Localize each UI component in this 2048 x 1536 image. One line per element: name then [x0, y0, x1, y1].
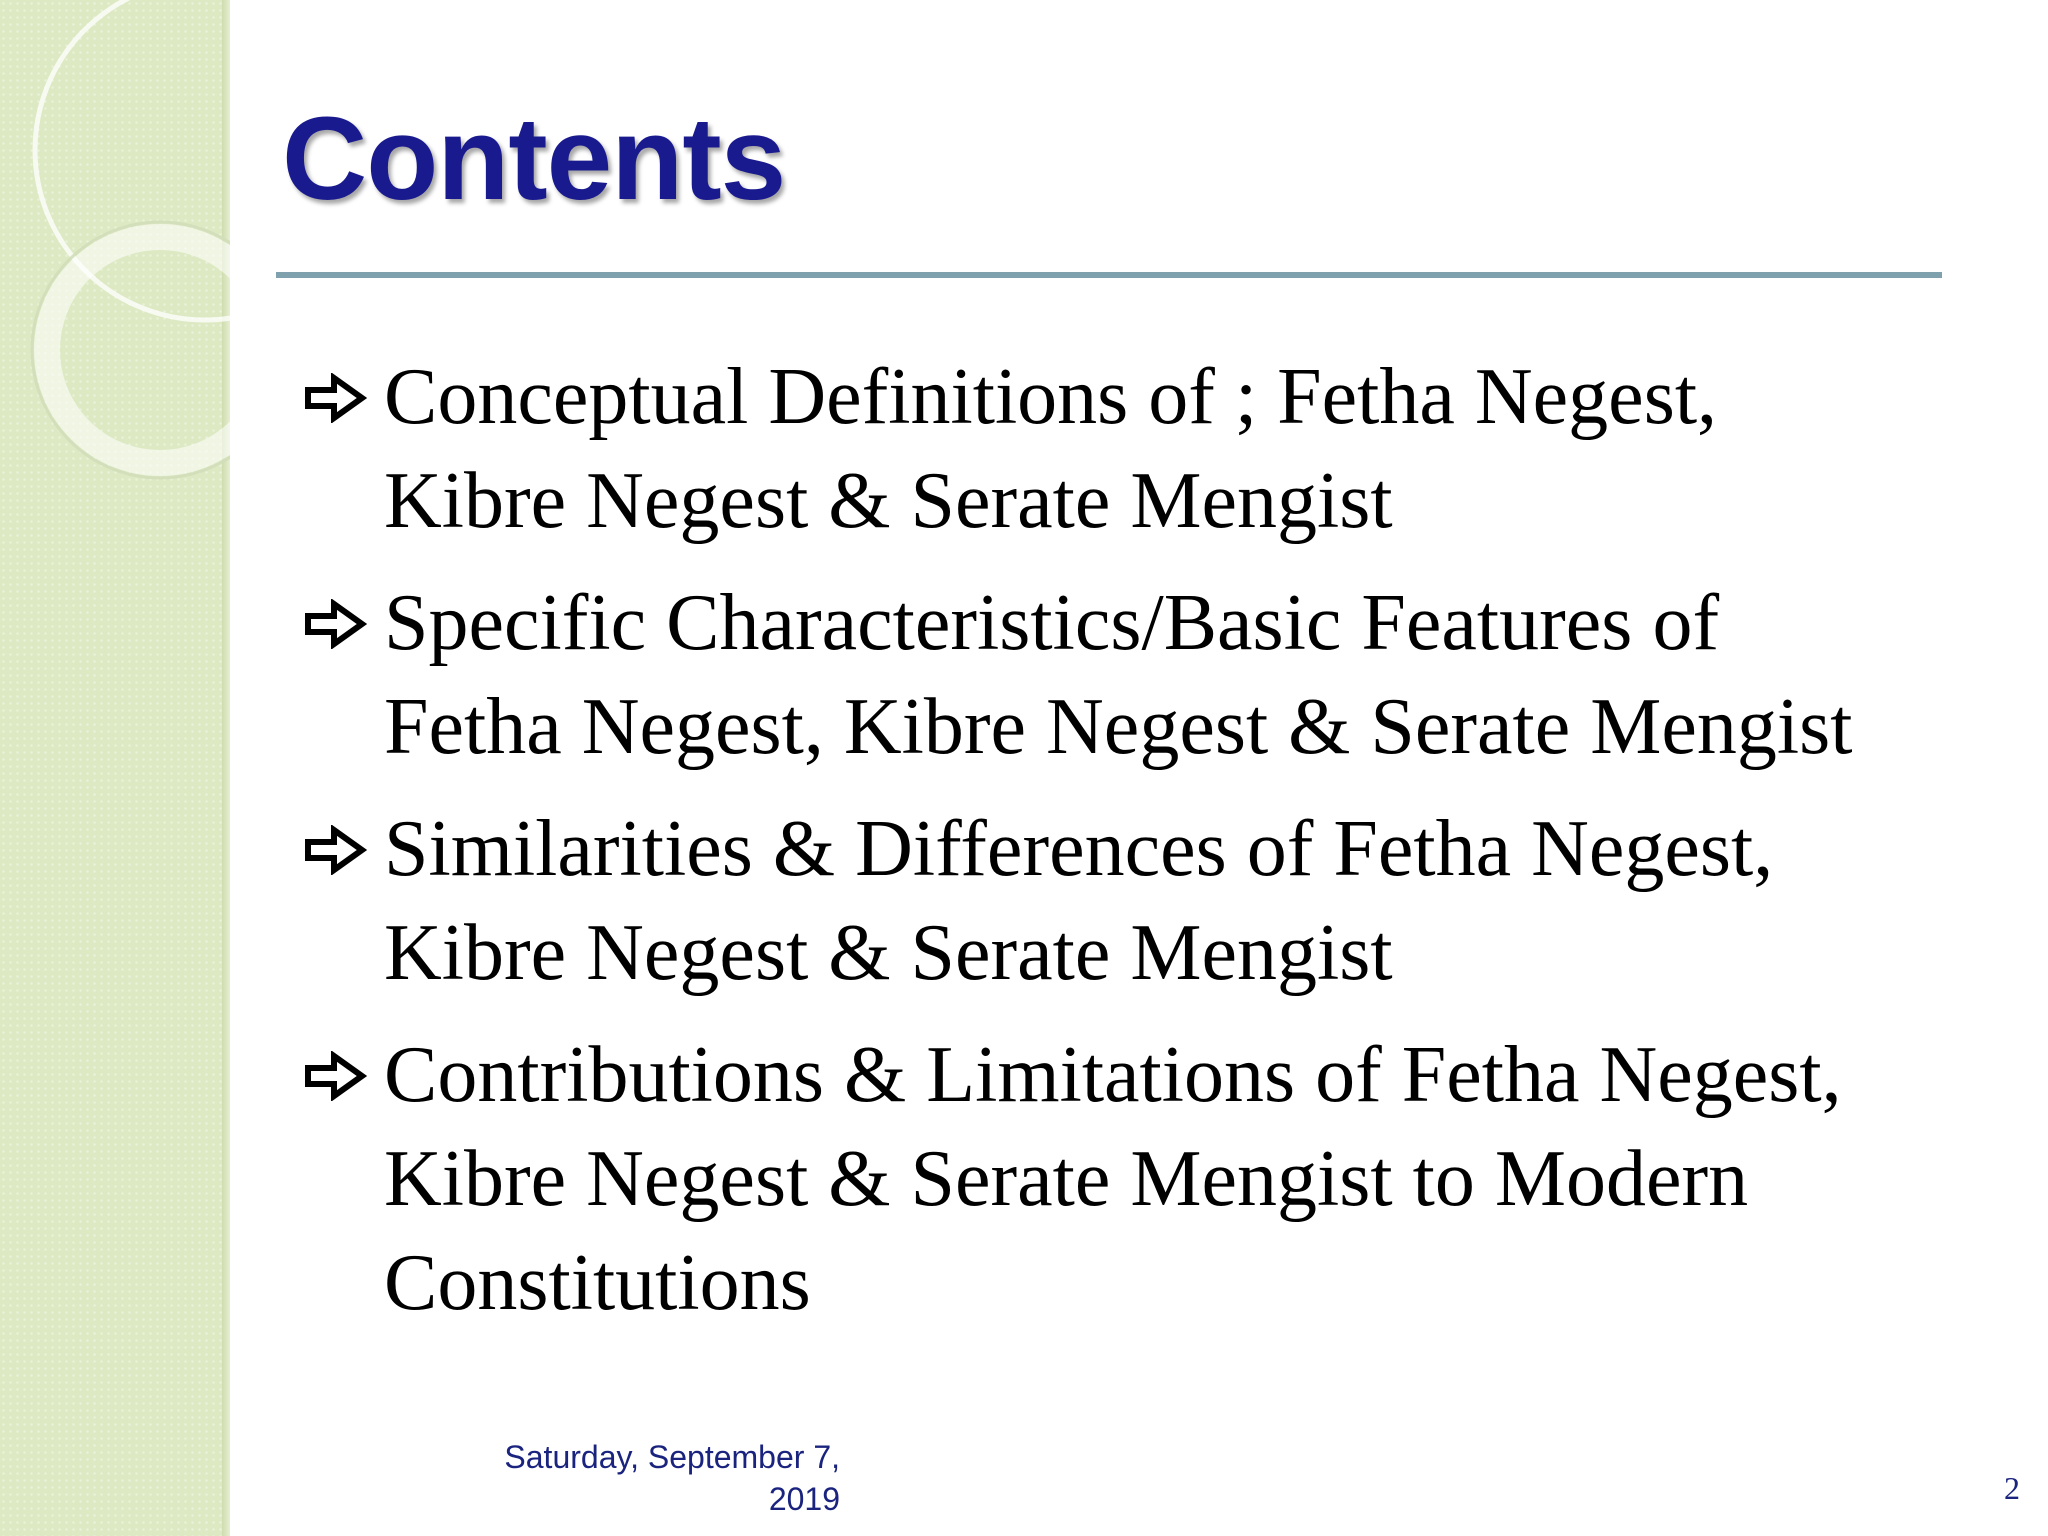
hollow-right-arrow-icon [302, 373, 368, 423]
list-item-line: Constitutions [384, 1239, 811, 1327]
list-item-line: Conceptual Definitions of ; Fetha Negest, [384, 353, 1718, 441]
list-item-line: Specific Characteristics/Basic Features of [384, 579, 1720, 667]
hollow-right-arrow-icon [302, 1051, 368, 1101]
hollow-right-arrow-icon [302, 599, 368, 649]
hollow-right-arrow-icon [302, 825, 368, 875]
slide-title: Contents [282, 93, 786, 225]
footer-date-line: 2019 [768, 1481, 840, 1517]
decorative-rings-icon [0, 0, 230, 520]
page-number: 2 [2004, 1470, 2020, 1506]
list-item-line: Similarities & Differences of Fetha Negest, [384, 805, 1774, 893]
list-item [302, 345, 2002, 553]
footer-date-line: Saturday, September 7, [504, 1439, 840, 1475]
list-item-line: Kibre Negest & Serate Mengist [384, 909, 1393, 997]
list-item [302, 797, 2002, 1005]
list-item-line: Fetha Negest, Kibre Negest & Serate Mengist [384, 683, 1853, 771]
title-divider [276, 272, 1942, 278]
list-item-line: Contributions & Limitations of Fetha Negest, [384, 1031, 1842, 1119]
list-item-line: Kibre Negest & Serate Mengist to Modern [384, 1135, 1749, 1223]
decorative-side-panel [0, 0, 230, 1536]
contents-list [302, 345, 2002, 1353]
list-item [302, 1023, 2002, 1335]
list-item [302, 571, 2002, 779]
footer-date [460, 1436, 840, 1520]
list-item-line: Kibre Negest & Serate Mengist [384, 457, 1393, 545]
